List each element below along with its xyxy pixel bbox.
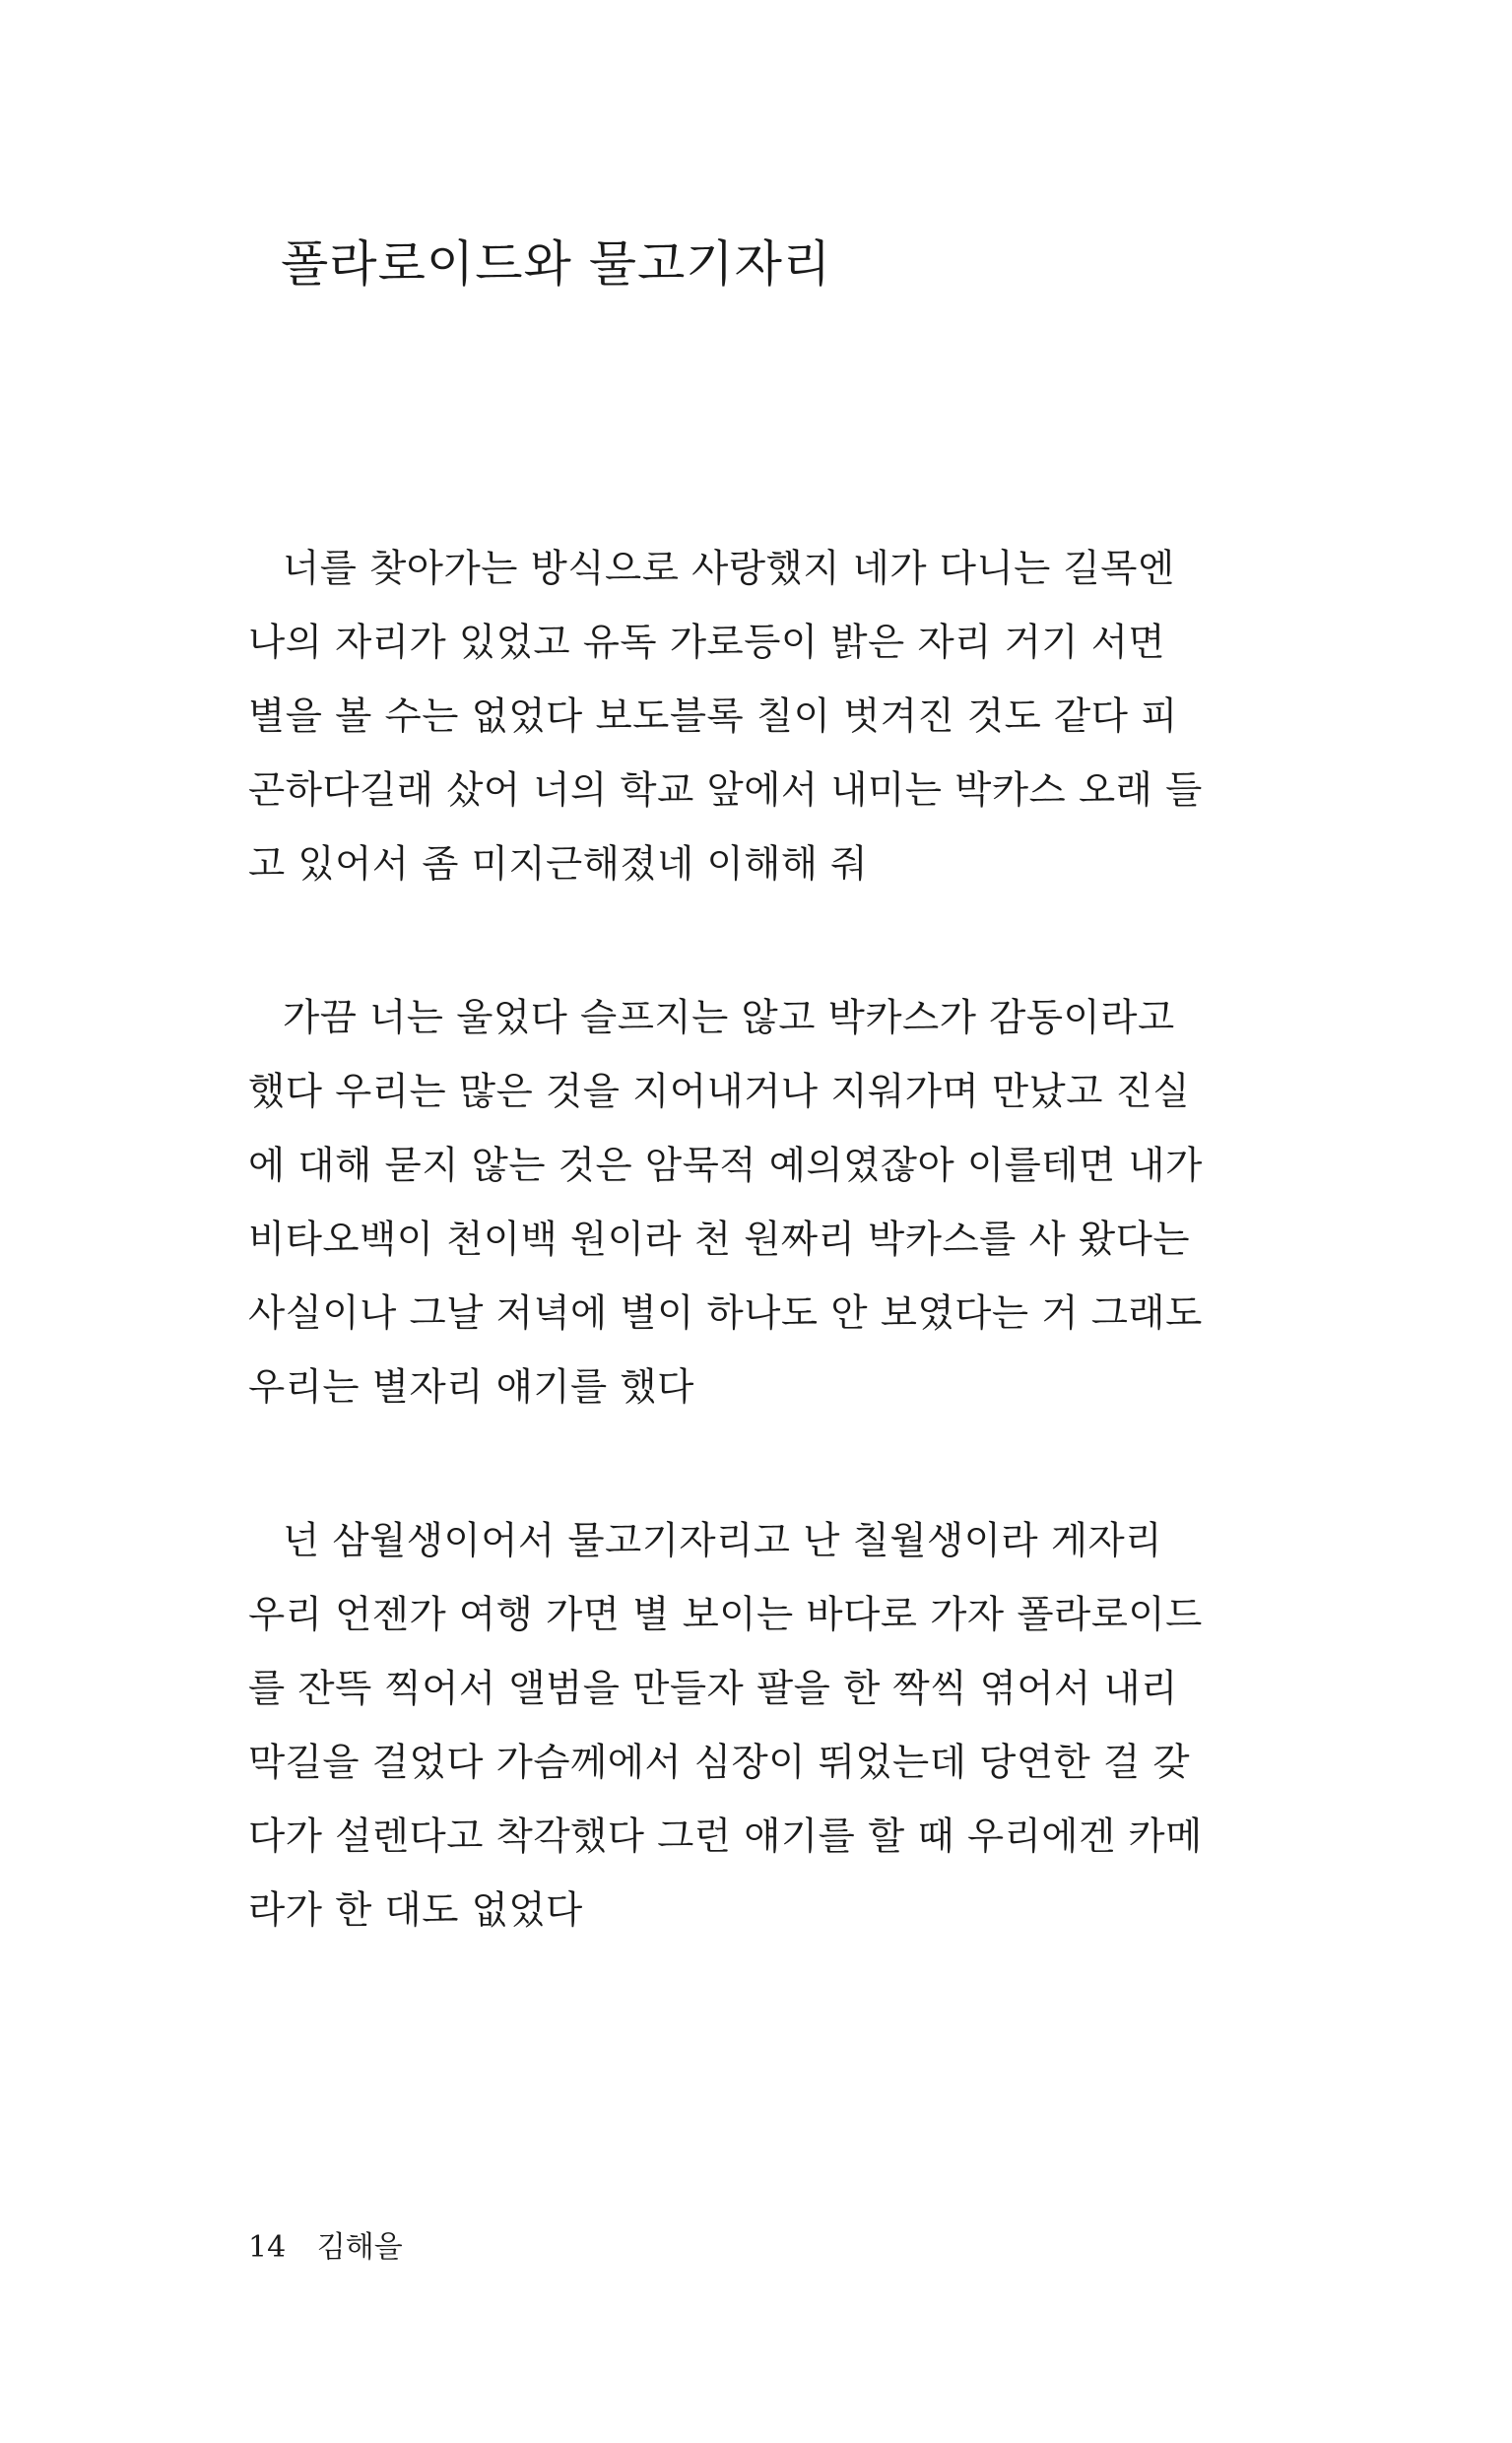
poem-line: 가끔 너는 울었다 슬프지는 않고 박카스가 감동이라고 — [283, 996, 1175, 1040]
poem-line: 우리 언젠가 여행 가면 별 보이는 바다로 가자 폴라로이드 — [248, 1593, 1203, 1637]
poem-line: 별을 볼 수는 없었다 보도블록 칠이 벗겨진 것도 같다 피 — [248, 694, 1178, 739]
poem-line: 했다 우리는 많은 것을 지어내거나 지워가며 만났고 진실 — [248, 1070, 1191, 1114]
poem-line: 막길을 걸었다 가슴께에서 심장이 뛰었는데 당연한 걸 갖 — [248, 1741, 1191, 1785]
poem-line: 넌 삼월생이어서 물고기자리고 난 칠월생이라 게자리 — [283, 1519, 1162, 1563]
stanza-1 — [248, 532, 1233, 901]
author-name: 김해을 — [316, 2230, 403, 2265]
poem-line: 곤하다길래 샀어 너의 학교 앞에서 내미는 박카스 오래 들 — [248, 768, 1203, 813]
poem-body — [248, 532, 1233, 2027]
poem-line: 사실이나 그날 저녁에 별이 하나도 안 보였다는 거 그래도 — [248, 1291, 1203, 1336]
poem-line: 를 잔뜩 찍어서 앨범을 만들자 팔을 한 짝씩 엮어서 내리 — [248, 1667, 1178, 1711]
page-footer — [248, 2228, 403, 2268]
poem-line: 우리는 별자리 얘기를 했다 — [248, 1365, 694, 1410]
poem-line: 에 대해 묻지 않는 것은 암묵적 예의였잖아 이를테면 내가 — [248, 1144, 1203, 1188]
page-number: 14 — [248, 2230, 287, 2265]
poem-line: 라가 한 대도 없었다 — [248, 1888, 583, 1933]
poem-line: 다가 설렌다고 착각했다 그런 얘기를 할 때 우리에겐 카메 — [248, 1815, 1203, 1859]
poem-line: 나의 자리가 있었고 유독 가로등이 밝은 자리 거기 서면 — [248, 621, 1166, 665]
stanza-2 — [248, 981, 1233, 1424]
poem-title: 폴라로이드와 물고기자리 — [281, 235, 832, 293]
poem-line: 비타오백이 천이백 원이라 천 원짜리 박카스를 사 왔다는 — [248, 1218, 1191, 1262]
poem-line: 너를 찾아가는 방식으로 사랑했지 네가 다니는 길목엔 — [283, 547, 1175, 591]
stanza-3 — [248, 1504, 1233, 1948]
poem-line: 고 있어서 좀 미지근해졌네 이해해 줘 — [248, 842, 869, 887]
